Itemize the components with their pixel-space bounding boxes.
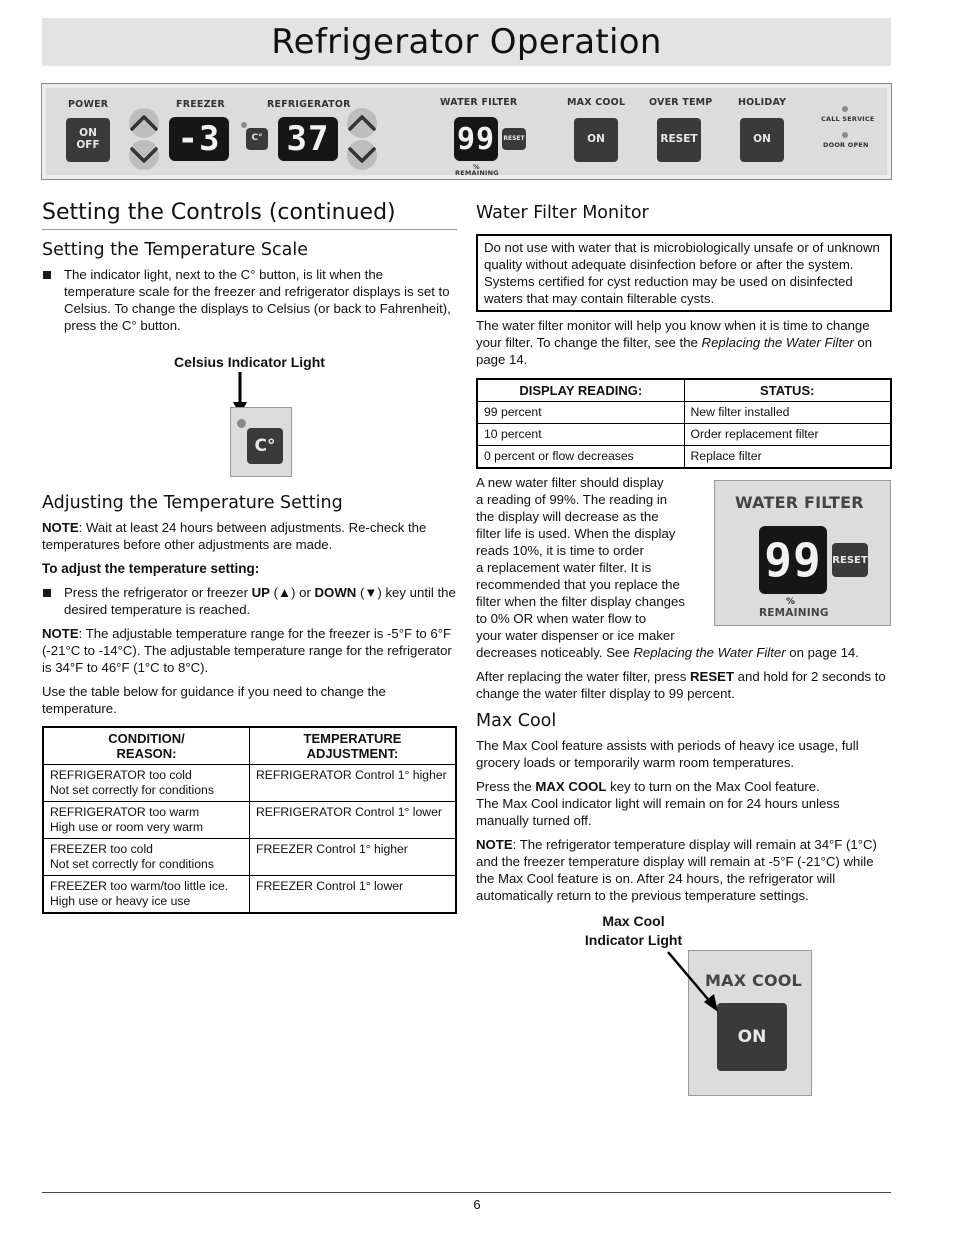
wf-illus-reset-button: RESET <box>832 543 868 577</box>
adjust-list <box>42 584 457 618</box>
celsius-button: C° <box>246 128 268 150</box>
wf-illus-label: WATER FILTER <box>735 493 864 512</box>
celsius-indicator-dot-large <box>237 419 246 428</box>
celsius-illustration <box>42 372 457 482</box>
wf-line: recommended that you replace the <box>476 577 680 592</box>
wf-line: reads 10%, it is time to order <box>476 543 644 558</box>
water-filter-intro: The water filter monitor will help you know when it is time to change your filter. To change the filter, see the Replacing the Water Filter on page 14. <box>476 318 873 367</box>
temperature-scale-list <box>42 266 457 334</box>
freezer-up-down-icon <box>126 108 162 170</box>
wf-illus-remaining: REMAINING <box>759 607 829 619</box>
adjust-bullet: Press the refrigerator or freezer UP (▲) or DOWN (▼) key until the desired temperature is reached. <box>42 584 457 618</box>
table-row: 10 percent Order replacement filter <box>477 424 891 446</box>
arrow-pointer-icon <box>666 950 726 1020</box>
table-header-row <box>477 379 891 402</box>
water-filter-heading: Water Filter Monitor <box>476 203 649 223</box>
condition-table <box>42 726 457 914</box>
wf-line-last: decreases noticeably. See Replacing the Water Filter on page 14. <box>476 645 859 660</box>
control-panel-illustration <box>41 83 892 180</box>
section-heading: Setting the Controls (continued) <box>42 198 457 230</box>
freezer-label: FREEZER <box>176 99 225 110</box>
max-cool-press: Press the MAX COOL key to turn on the Max Cool feature. The Max Cool indicator light will remain on for 24 hours unless manually turned off. <box>476 779 840 828</box>
water-filter-reset-button: RESET <box>502 128 526 150</box>
wf-illus-percent: % <box>786 597 796 607</box>
refrigerator-display: 37 <box>278 117 338 161</box>
left-column <box>42 198 457 914</box>
water-filter-label: WATER FILTER <box>440 97 518 108</box>
refrigerator-up-down-icon <box>344 108 380 170</box>
table-row: 99 percent New filter installed <box>477 402 891 424</box>
max-cool-intro: The Max Cool feature assists with periods of heavy ice usage, full grocery loads or temporarily warm room temperatures. <box>476 738 859 770</box>
note-range: NOTE: The adjustable temperature range for the freezer is -5°F to 6°F (-21°C to -14°C). The adjustable temperature range for the refrigerator is 34°F to 46°F (1°C to 8°C). <box>42 626 452 675</box>
table-row: REFRIGERATOR too warm High use or room very warm REFRIGERATOR Control 1° lower <box>43 802 456 839</box>
celsius-indicator-dot <box>241 122 247 128</box>
door-open-label: DOOR OPEN <box>823 141 869 149</box>
temperature-scale-bullet: The indicator light, next to the C° button, is lit when the temperature scale for the freezer and refrigerator displays is set to Celsius. To change the displays to Celsius (or back to Fahrenheit), press the C° button. <box>42 266 457 334</box>
table-header-row <box>43 727 456 765</box>
freezer-display: -3 <box>169 117 229 161</box>
wf-line: filter when the filter display changes <box>476 594 685 609</box>
over-temp-label: OVER TEMP <box>649 97 713 108</box>
max-cool-label: MAX COOL <box>567 97 626 108</box>
wf-line: the display will decrease as the <box>476 509 659 524</box>
mc-illus-on-button: ON <box>717 1003 787 1071</box>
status-header: STATUS: <box>684 379 891 402</box>
power-label: POWER <box>68 99 109 110</box>
holiday-label: HOLIDAY <box>738 97 787 108</box>
celsius-button-large: C° <box>247 428 283 464</box>
footer-rule <box>42 1192 891 1193</box>
mc-illus-label: MAX COOL <box>705 971 802 990</box>
to-adjust-heading: To adjust the temperature setting: <box>42 561 260 576</box>
table-row: REFRIGERATOR too cold Not set correctly for conditions REFRIGERATOR Control 1° higher <box>43 765 456 802</box>
remaining-label: REMAINING <box>455 169 499 177</box>
page-number: 6 <box>473 1197 481 1212</box>
title-bar <box>42 18 891 66</box>
celsius-caption: Celsius Indicator Light <box>174 354 325 370</box>
over-temp-button: RESET <box>657 118 701 162</box>
wf-line: to 0% OR when water flow to <box>476 611 647 626</box>
wf-line: your water dispenser or ice maker <box>476 628 675 643</box>
wf-line: filter life is used. When the display <box>476 526 676 541</box>
note-wait: NOTE: Wait at least 24 hours between adjustments. Re-check the temperatures before other adjustments are made. <box>42 520 427 552</box>
max-cool-note: NOTE: The refrigerator temperature display will remain at 34°F (1°C) and the freezer temperature display will remain at -5°F (-21°C) while the Max Cool feature is on. After 24 hours, the refrigerator will automatically return to the previous temperature settings. <box>476 837 877 903</box>
max-cool-button: ON <box>574 118 618 162</box>
condition-header: CONDITION/ REASON: <box>43 727 250 765</box>
max-cool-caption: Max Cool Indicator Light <box>584 913 683 948</box>
table-row: FREEZER too cold Not set correctly for conditions FREEZER Control 1° higher <box>43 839 456 876</box>
max-cool-figure <box>476 910 892 1110</box>
page-title: Refrigerator Operation <box>271 22 662 62</box>
refrigerator-label: REFRIGERATOR <box>267 99 351 110</box>
water-filter-description <box>476 474 892 661</box>
adjusting-heading: Adjusting the Temperature Setting <box>42 493 343 513</box>
guidance-text: Use the table below for guidance if you need to change the temperature. <box>42 684 386 716</box>
max-cool-heading: Max Cool <box>476 711 557 731</box>
filter-status-table <box>476 378 892 469</box>
temperature-scale-heading: Setting the Temperature Scale <box>42 240 309 260</box>
water-filter-display: 99 <box>454 117 498 161</box>
after-replacing-text: After replacing the water filter, press RESET and hold for 2 seconds to change the water filter display to 99 percent. <box>476 669 886 701</box>
door-open-dot <box>842 132 848 138</box>
display-reading-header: DISPLAY READING: <box>477 379 684 402</box>
table-row: FREEZER too warm/too little ice. High use or heavy ice use FREEZER Control 1° lower <box>43 876 456 914</box>
table-row: 0 percent or flow decreases Replace filter <box>477 446 891 469</box>
right-column <box>476 198 892 1110</box>
call-service-label: CALL SERVICE <box>821 115 875 123</box>
percent-sign: % <box>473 163 480 171</box>
power-button: ON OFF <box>66 118 110 162</box>
holiday-button: ON <box>740 118 784 162</box>
adjustment-header: TEMPERATURE ADJUSTMENT: <box>250 727 457 765</box>
wf-line: a reading of 99%. The reading in <box>476 492 668 507</box>
wf-line: a replacement water filter. It is <box>476 560 652 575</box>
wf-illus-display: 99 <box>759 526 827 594</box>
warning-box: Do not use with water that is microbiologically unsafe or of unknown quality without adequate disinfection before or after the system. Systems certified for cyst reduction may be used on disinfected waters that may contain filterable cysts. <box>476 234 892 312</box>
call-service-dot <box>842 106 848 112</box>
water-filter-illustration <box>714 480 891 626</box>
celsius-button-illustration <box>230 407 292 477</box>
wf-line: A new water filter should display <box>476 475 664 490</box>
